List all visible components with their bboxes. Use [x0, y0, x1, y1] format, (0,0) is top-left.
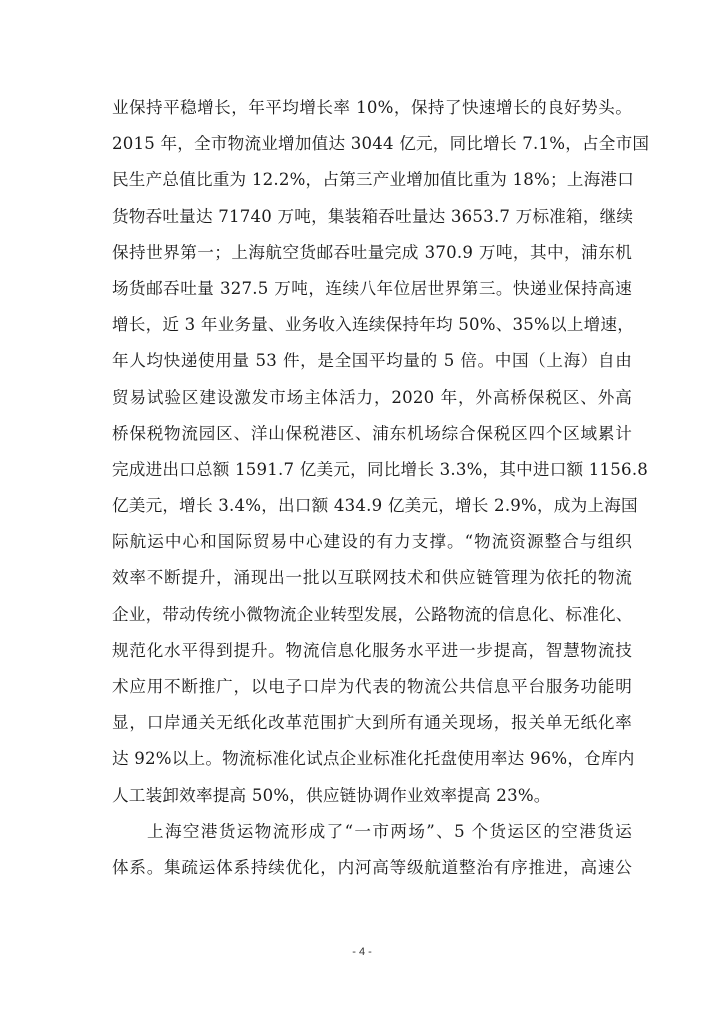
text-line: 桥保税物流园区、洋山保税港区、浦东机场综合保税区四个区域累计	[112, 423, 632, 443]
text-line: 保持世界第一；上海航空货邮吞吐量完成 370.9 万吨，其中，浦东机	[112, 242, 632, 262]
text-line: 达 92%以上。物流标准化试点企业标准化托盘使用率达 96%，仓库内	[112, 749, 635, 769]
text-line: 亿美元，增长 3.4%，出口额 434.9 亿美元，增长 2.9%，成为上海国	[112, 496, 638, 516]
text-line: 年人均快递使用量 53 件，是全国平均量的 5 倍。中国（上海）自由	[112, 351, 632, 371]
body-text	[112, 90, 650, 886]
text-line: 效率不断提升，涌现出一批以互联网技术和供应链管理为依托的物流	[112, 568, 632, 588]
text-line: 场货邮吞吐量 327.5 万吨，连续八年位居世界第三。快递业保持高速	[112, 278, 632, 298]
text-line: 2015 年，全市物流业增加值达 3044 亿元，同比增长 7.1%，占全市国	[112, 134, 650, 154]
text-line: 际航运中心和国际贸易中心建设的有力支撑。“物流资源整合与组织	[112, 532, 632, 552]
paragraph-1	[112, 90, 650, 814]
text-line: 规范化水平得到提升。物流信息化服务水平进一步提高，智慧物流技	[112, 640, 632, 660]
text-line: 完成进出口总额 1591.7 亿美元，同比增长 3.3%，其中进口额 1156.8	[112, 459, 649, 479]
text-line: 业保持平稳增长，年平均增长率 10%，保持了快速增长的良好势头。	[112, 98, 632, 117]
text-line: 企业，带动传统小微物流企业转型发展，公路物流的信息化、标准化、	[112, 604, 633, 624]
text-line: 术应用不断推广，以电子口岸为代表的物流公共信息平台服务功能明	[112, 677, 632, 696]
page-number: - 4 -	[352, 946, 372, 958]
paragraph-2	[112, 814, 632, 886]
text-line: 体系。集疏运体系持续优化，内河高等级航道整治有序推进，高速公	[112, 857, 632, 877]
text-line: 人工装卸效率提高 50%，供应链协调作业效率提高 23%。	[112, 785, 551, 805]
text-line: 上海空港货运物流形成了“一市两场”、5 个货运区的空港货运	[147, 821, 632, 841]
text-line: 增长，近 3 年业务量、业务收入连续保持年均 50%、35%以上增速，	[112, 315, 634, 335]
text-line: 货物吞吐量达 71740 万吨，集装箱吞吐量达 3653.7 万标准箱，继续	[112, 206, 634, 226]
text-line: 贸易试验区建设激发市场主体活力，2020 年，外高桥保税区、外高	[112, 387, 632, 407]
text-line: 民生产总值比重为 12.2%，占第三产业增加值比重为 18%；上海港口	[112, 170, 634, 190]
text-line: 显，口岸通关无纸化改革范围扩大到所有通关现场，报关单无纸化率	[112, 713, 632, 733]
